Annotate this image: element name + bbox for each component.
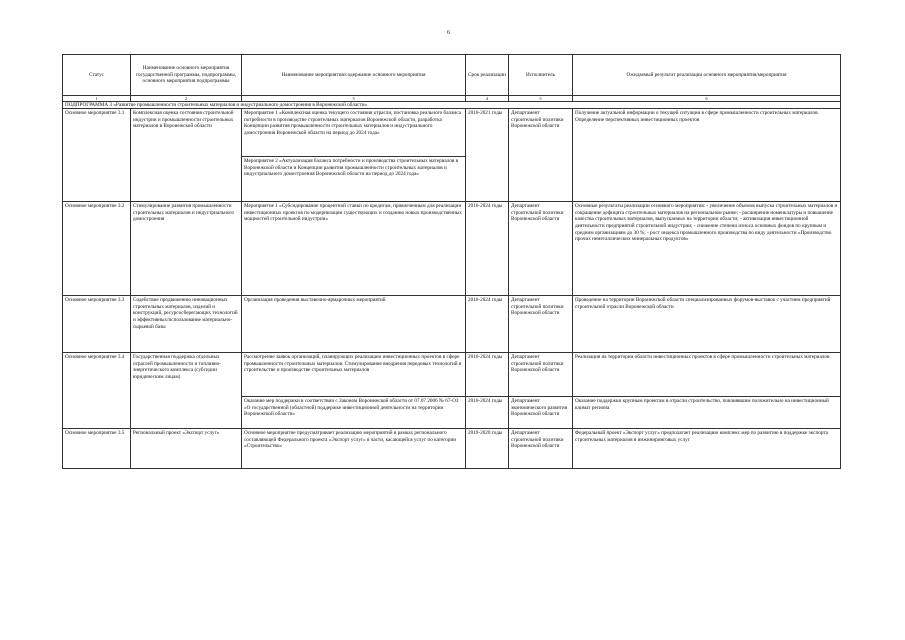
result-cell: Оказание поддержки крупным проектам в отрасли строительство, повлиявшим положительно на инвестиционный климат региона xyxy=(573,397,841,429)
term-cell: 2016-2021 годы xyxy=(466,109,509,202)
result-cell: Федеральный проект «Экспорт услуг» предполагает реализацию комплекс мер по развитию в поддержке экспорта строительных материалов в инжиниринговых услуг xyxy=(573,429,841,469)
program-name-cell: Содействие продвижению инновационных строительных материалов, изделий и конструкций, ресурсосберегающих технологий и эффективных/использование материально-сырьевой базы xyxy=(131,296,242,353)
event-cell: Мероприятие 1 «Комплексная оценка текущего состояния отрасли, постановка реального баланса потребности в производстве строительных материалов Воронежской области, разработка Концепции развития промышленности строительных материалов и индустриального домостроения Воронежской области на период до 2024 года» xyxy=(242,109,466,157)
executor-cell: Департамент строительной политики Воронежской области xyxy=(509,353,573,397)
term-cell: 2016-2024 годы xyxy=(466,353,509,397)
status-cell: Основное мероприятие 3.4 xyxy=(63,353,131,429)
event-cell: Оказание мер поддержки в соответствии с Законом Воронежской области от 07.07.2006 № 67-ОЗ «О государственной (областной) поддержке инвестиционной деятельности на территории Воронежской области» xyxy=(242,397,466,429)
table-row xyxy=(63,429,841,469)
event-cell: Мероприятие 2 «Актуализация баланса потребности и производства строительных материалов в Воронежской области и Концепции развития промышленности строительных материалов и индустриального домостроения Воронежской области на период до 2024 года» xyxy=(242,157,466,202)
column-number: 2 xyxy=(131,96,242,102)
executor-cell: Департамент строительной политики Воронежской области xyxy=(509,429,573,469)
status-cell: Основное мероприятие 3.3 xyxy=(63,296,131,353)
header-row xyxy=(63,55,841,96)
column-number: 6 xyxy=(573,96,841,102)
status-cell: Основное мероприятие 3.1 xyxy=(63,109,131,202)
column-number: 5 xyxy=(509,96,573,102)
program-name-cell: Региональный проект «Экспорт услуг» xyxy=(131,429,242,469)
term-cell: 2019-2020 годы xyxy=(466,429,509,469)
term-cell: 2016-2024 годы xyxy=(466,397,509,429)
column-number: 3 xyxy=(242,96,466,102)
program-name-cell: Государственная поддержка отдельных отраслей промышленности и топливно-энергетического комплекса (субсидии юридическим лицам) xyxy=(131,353,242,429)
program-name-cell: Комплексная оценка состояния строительной индустрии и промышленности строительных материалов в Воронежской области xyxy=(131,109,242,202)
result-cell: Получение актуальной информации о текущей ситуации в сфере промышленности строительных материалов. Определение перспективных инвестиционных проектов xyxy=(573,109,841,202)
program-table xyxy=(62,54,841,469)
program-name-cell: Стимулирование развития промышленности строительных материалов и индустриального домостроения xyxy=(131,202,242,296)
table-row xyxy=(63,353,841,397)
column-number: 1 xyxy=(63,96,131,102)
header-executor: Исполнитель xyxy=(509,55,573,96)
status-cell: Основное мероприятие 3.5 xyxy=(63,429,131,469)
header-status: Статус xyxy=(63,55,131,96)
executor-cell: Департамент строительной политики Воронежской области xyxy=(509,202,573,296)
table-row xyxy=(63,202,841,296)
term-cell: 2016-2024 годы xyxy=(466,296,509,353)
column-number: 4 xyxy=(466,96,509,102)
term-cell: 2016-2024 годы xyxy=(466,202,509,296)
executor-cell: Департамент строительной политики Воронежской области xyxy=(509,296,573,353)
subprogram-title: ПОДПРОГРАММА 3 «Развитие промышленности строительных материалов и индустриального домостроения в Воронежской области» xyxy=(63,102,841,109)
header-program-name: Наименование основного мероприятия государственной программы, подпрограммы, основного мероприятия подпрограммы xyxy=(131,55,242,96)
event-cell: Мероприятие 1 «Субсидирование процентной ставки по кредитам, привлеченным для реализации инвестиционных проектов по модернизации существующих и созданию новых производственных мощностей строительной индустрии» xyxy=(242,202,466,296)
event-cell: Рассмотрение заявок организаций, планирующих реализацию инвестиционных проектов в сфере промышленности строительных материалов. Стимулирование внедрения передовых технологий в строительстве и производстве строительных материалов xyxy=(242,353,466,397)
header-term: Срок реализации xyxy=(466,55,509,96)
header-event-name: Наименование мероприятия/содержание основного мероприятия xyxy=(242,55,466,96)
executor-cell: Департамент экономического развития Воронежской области xyxy=(509,397,573,429)
result-cell: Проведение на территории Воронежской области специализированных форумов-выставок с участием предприятий строительной отрасли Воронежской области xyxy=(573,296,841,353)
status-cell: Основное мероприятие 3.2 xyxy=(63,202,131,296)
event-cell: Организация проведения выставочно-ярмарочных мероприятий xyxy=(242,296,466,353)
table-row xyxy=(63,109,841,157)
table-row xyxy=(63,296,841,353)
executor-cell: Департамент строительной политики Воронежской области xyxy=(509,109,573,202)
header-result: Ожидаемый результат реализации основного мероприятия/мероприятия xyxy=(573,55,841,96)
page-number: 6 xyxy=(447,30,450,36)
result-cell: Основные результаты реализации основного мероприятия: - увеличение объемов выпуска строительных материалов и сокращение дефицита строительных материалов на региональном рынке; - расширение номенклатуры и повышение качества строительных материалов, выпускаемых на территории области; - активизация инвестиционной деятельности предприятий строительной индустрии; - снижение степени износа основных фондов по крупным и средним организациям до 30 %; - рост индекса промышленного производства по виду деятельности «Производство прочих неметаллических минеральных продуктов» xyxy=(573,202,841,296)
event-cell: Основное мероприятие предусматривает реализацию мероприятий в рамках регионального составляющей Федерального проекта «Экспорт услуг» в части, касающейся услуг по категории «Строительство» xyxy=(242,429,466,469)
subprogram-row xyxy=(63,102,841,109)
result-cell: Реализация на территории области инвестиционных проектов в сфере промышленности строительных материалов xyxy=(573,353,841,397)
